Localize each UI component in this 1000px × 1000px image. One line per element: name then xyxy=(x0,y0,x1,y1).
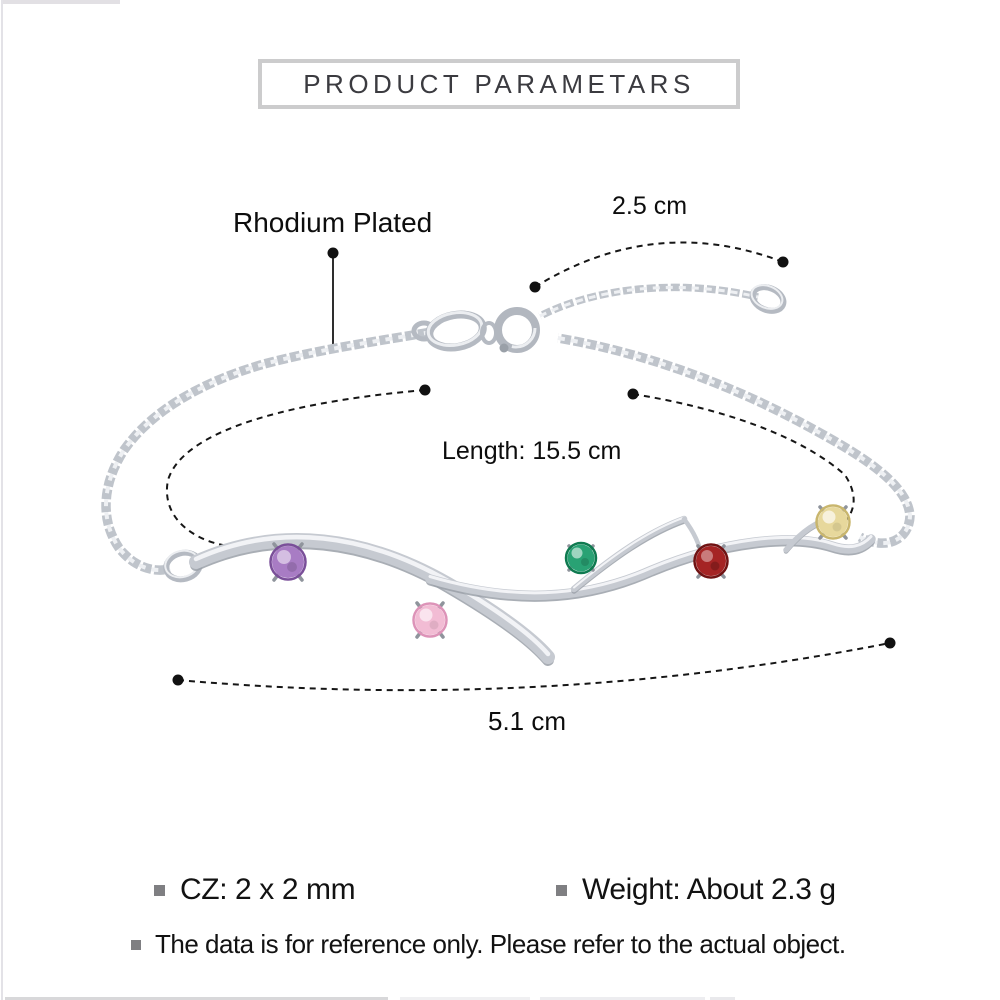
branch-ornament xyxy=(162,517,871,660)
stone-green xyxy=(566,543,596,573)
annotation-total-length: Length: 15.5 cm xyxy=(442,437,622,465)
spec-cz-size xyxy=(154,873,355,907)
square-bullet-icon xyxy=(556,885,567,896)
chain-left xyxy=(106,323,482,570)
spec-weight-label: Weight: About 2.3 g xyxy=(582,873,836,906)
spring-ring-clasp xyxy=(414,309,536,353)
length-dimension-arcs xyxy=(167,385,854,548)
stone-pink xyxy=(414,603,447,637)
annotation-extension-length: 2.5 cm xyxy=(612,192,688,220)
page-title: PRODUCT PARAMETARS xyxy=(303,68,695,99)
reference-note xyxy=(131,929,846,960)
stone-red xyxy=(695,545,728,578)
stone-champagne xyxy=(817,506,850,539)
spec-cz-label: CZ: 2 x 2 mm xyxy=(180,873,356,906)
reference-note-label: The data is for reference only. Please refer to the actual object. xyxy=(155,929,846,959)
square-bullet-icon xyxy=(154,885,165,896)
square-bullet-icon xyxy=(131,940,141,950)
rhodium-leader-line xyxy=(328,248,339,349)
chain-extension-tail xyxy=(540,281,787,316)
annotation-ornament-width: 5.1 cm xyxy=(488,706,567,736)
annotation-rhodium-plated: Rhodium Plated xyxy=(233,207,433,238)
stone-purple xyxy=(271,544,306,580)
spec-weight xyxy=(556,873,836,907)
